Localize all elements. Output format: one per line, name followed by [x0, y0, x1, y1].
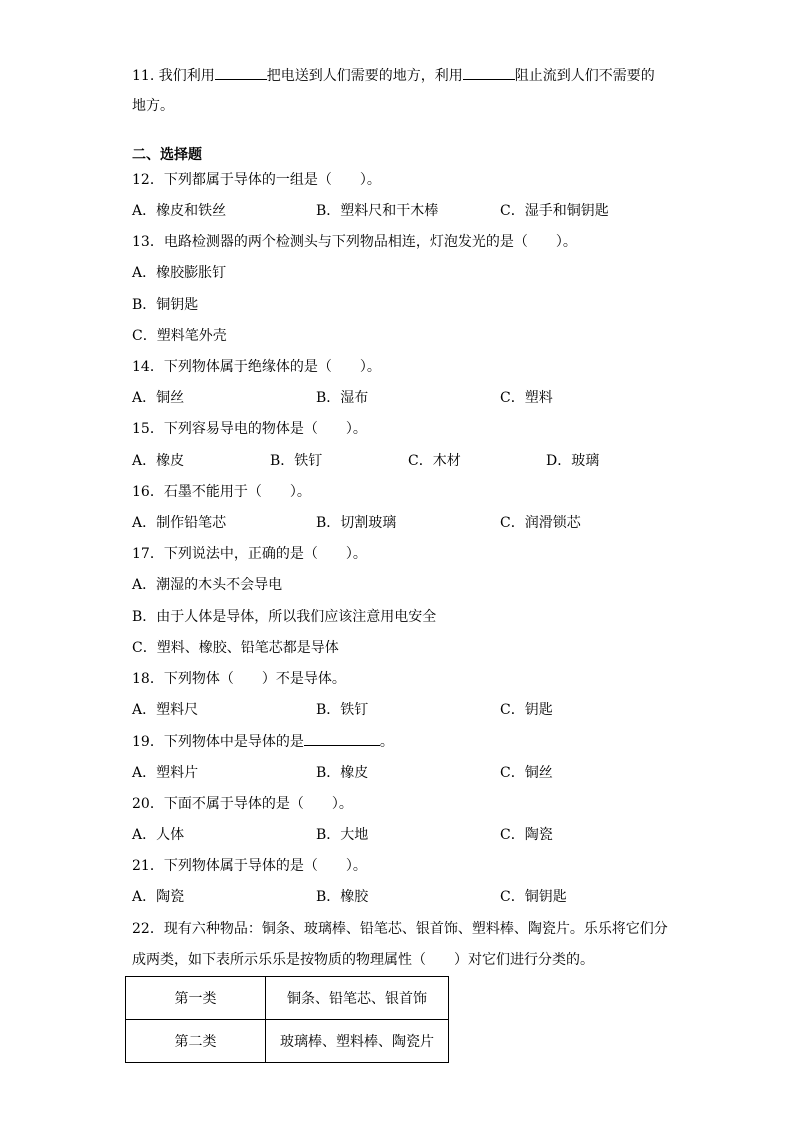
q20-option-b: B．大地 [316, 827, 369, 843]
q13-option-a: A．橡胶膨胀钉 [132, 265, 227, 281]
question-17-stem: 17．下列说法中，正确的是（ ）。 [132, 546, 367, 562]
question-22-line1: 22．现有六种物品：铜条、玻璃棒、铅笔芯、银首饰、塑料棒、陶瓷片。乐乐将它们分 [132, 921, 668, 937]
q19-blank [304, 731, 380, 746]
q16-option-a: A．制作铅笔芯 [132, 515, 227, 531]
q20-option-c: C．陶瓷 [500, 827, 553, 843]
question-21-stem: 21．下列物体属于导体的是（ ）。 [132, 858, 367, 874]
q17-option-b: B．由于人体是导体，所以我们应该注意用电安全 [132, 609, 437, 625]
q16-option-c: C．润滑锁芯 [500, 515, 581, 531]
q13-option-c: C．塑料笔外壳 [132, 328, 227, 344]
q14-option-b: B．湿布 [316, 390, 369, 406]
q11-text-1: 11. 我们利用 [132, 68, 215, 84]
question-12-stem: 12．下列都属于导体的一组是（ ）。 [132, 172, 381, 188]
q12-option-c: C．湿手和铜钥匙 [500, 203, 609, 219]
question-15-stem: 15．下列容易导电的物体是（ ）。 [132, 421, 367, 437]
q12-option-a: A．橡皮和铁丝 [132, 203, 227, 219]
table-cell: 第一类 [126, 977, 266, 1020]
table-cell: 铜条、铅笔芯、银首饰 [266, 977, 449, 1020]
question-11-line1 [132, 65, 655, 86]
q18-option-a: A．塑料尺 [132, 702, 199, 718]
q15-option-b: B．铁钉 [270, 453, 323, 469]
question-11-line2: 地方。 [132, 98, 174, 114]
q19-option-c: C．铜丝 [500, 765, 553, 781]
table-cell: 玻璃棒、塑料棒、陶瓷片 [266, 1020, 449, 1063]
question-22-line2: 成两类，如下表所示乐乐是按物质的物理属性（ ）对它们进行分类的。 [132, 952, 594, 968]
q11-blank-1 [215, 65, 267, 80]
q19-option-a: A．塑料片 [132, 765, 199, 781]
q15-option-d: D．玻璃 [546, 453, 600, 469]
q14-option-a: A．铜丝 [132, 390, 185, 406]
question-19-stem [132, 731, 394, 752]
table-cell: 第二类 [126, 1020, 266, 1063]
q14-option-c: C．塑料 [500, 390, 553, 406]
q15-option-a: A．橡皮 [132, 453, 185, 469]
table-row [126, 1020, 449, 1063]
table-row [126, 977, 449, 1020]
question-20-stem: 20．下面不属于导体的是（ ）。 [132, 796, 353, 812]
q19-end: 。 [379, 734, 394, 750]
section-title: 二、选择题 [132, 147, 202, 163]
q19-text: 19．下列物体中是导体的是 [132, 734, 304, 750]
q17-option-c: C．塑料、橡胶、铅笔芯都是导体 [132, 640, 339, 656]
q19-option-b: B．橡皮 [316, 765, 369, 781]
question-16-stem: 16．石墨不能用于（ ）。 [132, 484, 311, 500]
q12-option-b: B．塑料尺和干木棒 [316, 203, 439, 219]
q13-option-b: B．铜钥匙 [132, 297, 199, 313]
question-18-stem: 18．下列物体（ ）不是导体。 [132, 671, 346, 687]
q18-option-c: C．钥匙 [500, 702, 553, 718]
q15-option-c: C．木材 [408, 453, 461, 469]
q11-blank-2 [463, 65, 515, 80]
question-14-stem: 14．下列物体属于绝缘体的是（ ）。 [132, 359, 381, 375]
q21-option-c: C．铜钥匙 [500, 889, 567, 905]
q20-option-a: A．人体 [132, 827, 185, 843]
q18-option-b: B．铁钉 [316, 702, 369, 718]
classification-table [125, 976, 449, 1063]
q11-text-2: 把电送到人们需要的地方，利用 [266, 68, 463, 84]
q21-option-b: B．橡胶 [316, 889, 369, 905]
q16-option-b: B．切割玻璃 [316, 515, 397, 531]
q11-text-3: 阻止流到人们不需要的 [514, 68, 655, 84]
q17-option-a: A．潮湿的木头不会导电 [132, 577, 283, 593]
question-13-stem: 13．电路检测器的两个检测头与下列物品相连，灯泡发光的是（ ）。 [132, 234, 577, 250]
q21-option-a: A．陶瓷 [132, 889, 185, 905]
